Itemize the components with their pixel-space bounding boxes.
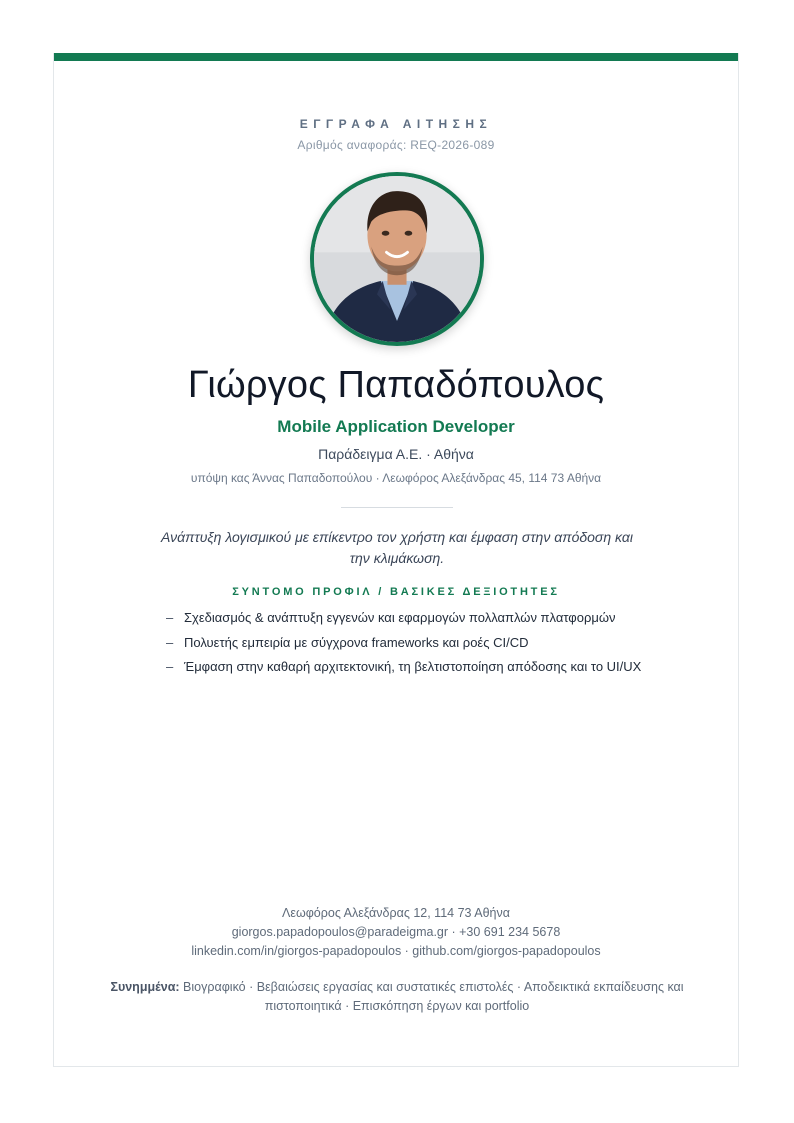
section-divider [341, 507, 453, 508]
company-location: Παράδειγμα Α.Ε. · Αθήνα [318, 446, 474, 462]
attention-line: υπόψη κας Άννας Παπαδοπούλου · Λεωφόρος Αλεξάνδρας 45, 114 73 Αθήνα [190, 471, 602, 485]
bullet-dash: – [166, 659, 174, 674]
bullet-dash: – [166, 634, 174, 650]
list-item [166, 658, 641, 683]
footer-address: Λεωφόρος Αλεξάνδρας 12, 114 73 Αθήνα [282, 906, 510, 920]
reference-number: Αριθμός αναφοράς: REQ-2026-089 [297, 138, 495, 152]
job-title: Mobile Application Developer [277, 417, 515, 436]
footer-links: linkedin.com/in/giorgos-papadopoulos · github.com/giorgos-papadopoulos [191, 944, 601, 958]
attachments [104, 978, 690, 1016]
attachments-label: Συνημμένα: [110, 980, 180, 994]
accent-top-bar [54, 53, 738, 61]
skill-text: Σχεδιασμός & ανάπτυξη εγγενών και εφαρμογών πολλαπλών πλατφορμών [184, 610, 616, 625]
skill-text: Έμφαση στην καθαρή αρχιτεκτονική, τη βελτιστοποίηση απόδοσης και το UI/UX [184, 659, 642, 674]
tagline: Ανάπτυξη λογισμικού με επίκεντρο τον χρήστη και έμφαση στην απόδοση και την κλιμάκωση. [161, 529, 633, 566]
list-item [166, 609, 641, 634]
document-label: ΕΓΓΡΑΦΑ ΑΙΤΗΣΗΣ [299, 117, 493, 131]
footer-contact: giorgos.papadopoulos@paradeigma.gr · +30 691 234 5678 [231, 925, 561, 939]
skills-list [166, 609, 641, 683]
skill-text: Πολυετής εμπειρία με σύγχρονα frameworks και ροές CI/CD [184, 634, 529, 650]
skills-section-title: ΣΥΝΤΟΜΟ ΠΡΟΦΙΛ / ΒΑΣΙΚΕΣ ΔΕΞΙΟΤΗΤΕΣ [232, 586, 560, 598]
portrait-photo-icon [314, 176, 480, 342]
list-item [166, 634, 641, 659]
document-page [53, 53, 739, 1067]
attachments-list: Βιογραφικό · Βεβαιώσεις εργασίας και συστατικές επιστολές · Αποδεικτικά εκπαίδευσης και πιστοποιητικά · Επισκόπηση έργων και portfolio [183, 980, 684, 1013]
candidate-name: Γιώργος Παπαδόπουλος [187, 364, 605, 406]
profile-photo [310, 172, 484, 346]
bullet-dash: – [166, 610, 174, 625]
